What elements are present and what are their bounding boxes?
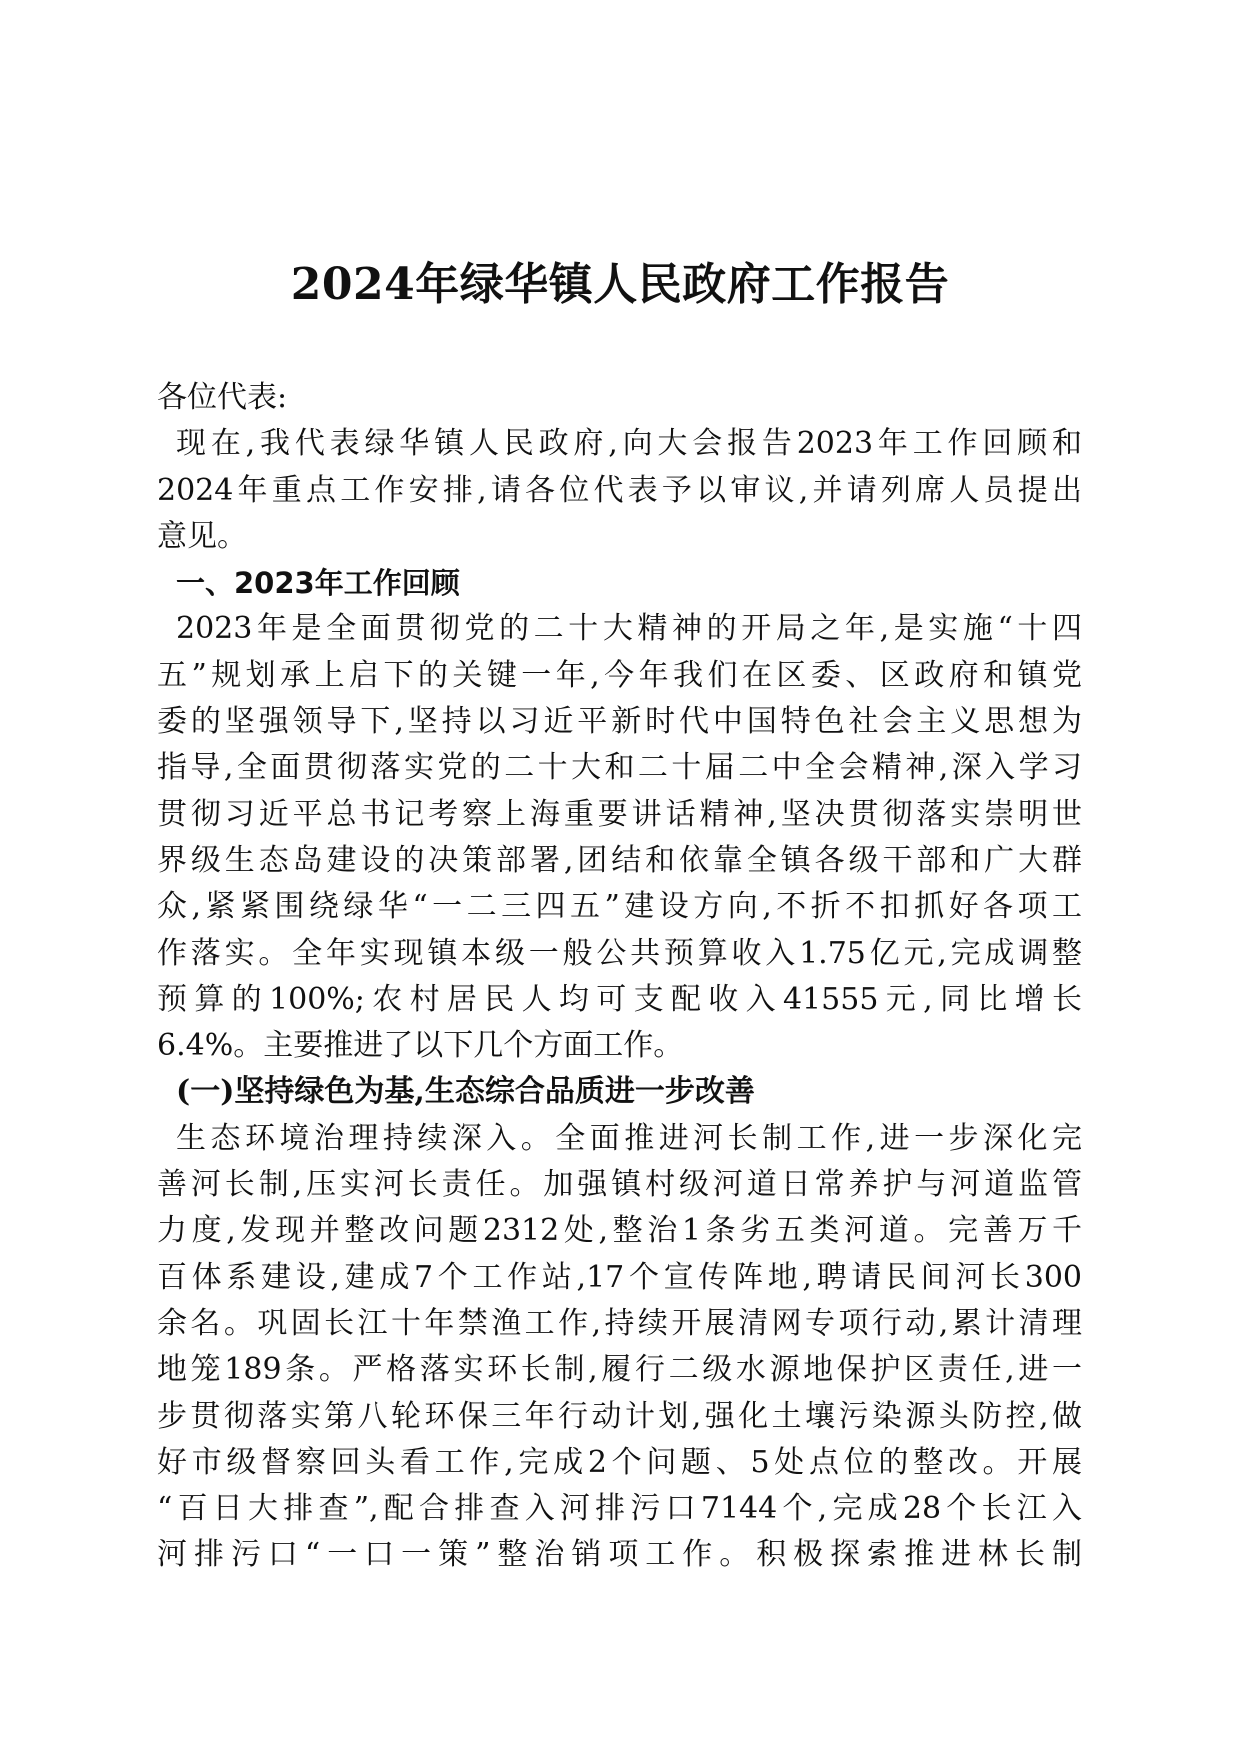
paragraph-line: 意见。 xyxy=(157,518,247,554)
paragraph-line: “百日大排查”,配合排查入河排污口7144个,完成28个长江入 xyxy=(157,1491,1082,1527)
paragraph-line: 百体系建设,建成7个工作站,17个宣传阵地,聘请民间河长300 xyxy=(157,1259,1082,1295)
paragraph-line: 五”规划承上启下的关键一年,今年我们在区委、区政府和镇党 xyxy=(157,657,1082,693)
paragraph-line: 地笼189条。严格落实环长制,履行二级水源地保护区责任,进一 xyxy=(157,1352,1082,1388)
paragraph-line: 作落实。全年实现镇本级一般公共预算收入1.75亿元,完成调整 xyxy=(157,935,1082,971)
paragraph-line: 指导,全面贯彻落实党的二十大和二十届二中全会精神,深入学习 xyxy=(157,750,1082,786)
paragraph-line: 6.4%。主要推进了以下几个方面工作。 xyxy=(157,1028,684,1064)
paragraph-line: 界级生态岛建设的决策部署,团结和依靠全镇各级干部和广大群 xyxy=(157,842,1082,878)
salutation-line: 各位代表: xyxy=(157,380,288,415)
paragraph-line: 2023年是全面贯彻党的二十大精神的开局之年,是实施“十四 xyxy=(176,611,1082,647)
paragraph-line: 步贯彻落实第八轮环保三年行动计划,强化土壤污染源头防控,做 xyxy=(157,1398,1082,1434)
document-body xyxy=(157,375,1082,1579)
paragraph-line: 贯彻习近平总书记考察上海重要讲话精神,坚决贯彻落实崇明世 xyxy=(157,796,1082,832)
paragraph-line: 现在,我代表绿华镇人民政府,向大会报告2023年工作回顾和 xyxy=(176,426,1082,462)
subsection-heading: (一)坚持绿色为基,生态综合品质进一步改善 xyxy=(176,1074,755,1110)
paragraph-line: 2024年重点工作安排,请各位代表予以审议,并请列席人员提出 xyxy=(157,472,1082,508)
paragraph-line: 河排污口“一口一策”整治销项工作。积极探索推进林长制 xyxy=(157,1537,1082,1573)
paragraph-line: 余名。巩固长江十年禁渔工作,持续开展清网专项行动,累计清理 xyxy=(157,1305,1082,1341)
paragraph-line: 好市级督察回头看工作,完成2个问题、5处点位的整改。开展 xyxy=(157,1444,1082,1480)
paragraph-line: 善河长制,压实河长责任。加强镇村级河道日常养护与河道监管 xyxy=(157,1167,1082,1203)
section-heading: 一、2023年工作回顾 xyxy=(176,566,460,601)
paragraph-line: 生态环境治理持续深入。全面推进河长制工作,进一步深化完 xyxy=(176,1120,1082,1156)
paragraph-line: 预算的100%;农村居民人均可支配收入41555元,同比增长 xyxy=(157,981,1082,1017)
paragraph-line: 众,紧紧围绕绿华“一二三四五”建设方向,不折不扣抓好各项工 xyxy=(157,889,1082,925)
paragraph-line: 委的坚强领导下,坚持以习近平新时代中国特色社会主义思想为 xyxy=(157,704,1082,740)
paragraph-line: 力度,发现并整改问题2312处,整治1条劣五类河道。完善万千 xyxy=(157,1213,1082,1249)
document-title: 2024年绿华镇人民政府工作报告 xyxy=(290,259,950,310)
